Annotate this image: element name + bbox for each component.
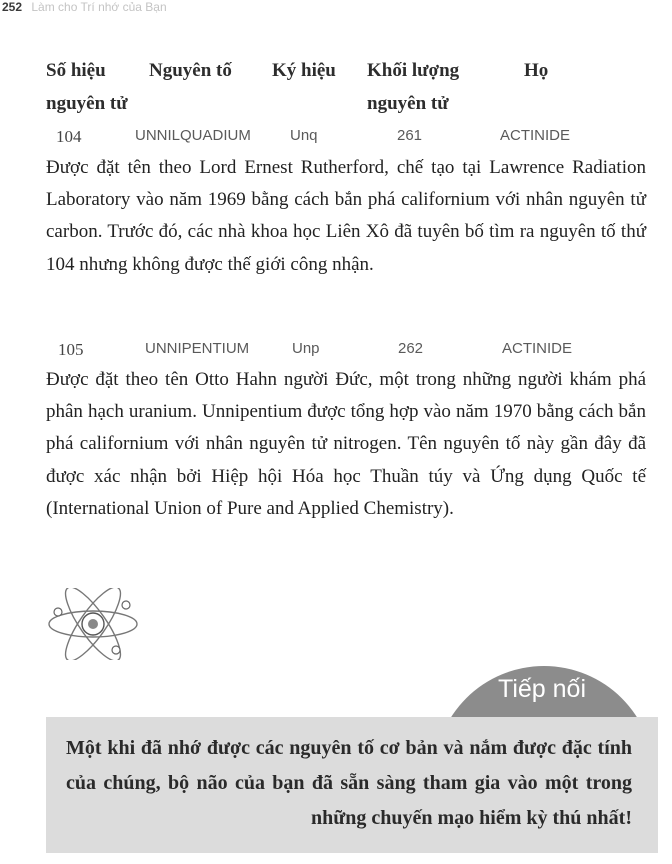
continuation-tab-label: Tiếp nối — [497, 675, 586, 703]
element-family: ACTINIDE — [502, 340, 573, 357]
running-title: Làm cho Trí nhớ của Bạn — [31, 0, 167, 14]
element-symbol: Unq — [290, 127, 318, 144]
header-atomic-number: Số hiệu nguyên tử — [46, 60, 128, 114]
continuation-text: Một khi đã nhớ được các nguyên tố cơ bản và nắm được đặc tính của chúng, bộ não của bạn đã sẵn sàng tham gia vào một trong những chuyến mạo hiểm kỳ thú nhất! — [66, 737, 632, 829]
element-description-105: Được đặt theo tên Otto Hahn người Đức, một trong những người khám phá phân hạch uranium. Unnipentium được tổng hợp vào năm 1970 bằng cách bắn phá californium với nhân nguyên tử nitrogen. Tên nguyên tố này gần đây đã được xác nhận bởi Hiệp hội Hóa học Thuần túy và Ứng dụng Quốc tế (International Union of Pure and Applied Chemistry). — [46, 369, 646, 519]
atomic-mass: 261 — [397, 127, 423, 144]
atomic-mass: 262 — [398, 340, 424, 357]
header-family: Họ — [524, 60, 549, 81]
element-family: ACTINIDE — [500, 127, 571, 144]
element-row-104 — [0, 127, 672, 149]
element-row-105 — [0, 340, 672, 362]
atomic-number: 104 — [56, 127, 82, 146]
element-name: UNNILQUADIUM — [135, 127, 251, 144]
atomic-number: 105 — [58, 340, 84, 359]
page-header — [2, 0, 167, 14]
atom-icon — [44, 588, 142, 660]
header-element: Nguyên tố — [149, 60, 232, 81]
element-description-104: Được đặt tên theo Lord Ernest Rutherford, chế tạo tại Lawrence Radiation Laboratory vào năm 1969 bằng cách bắn phá californium với nhân nguyên tử carbon. Trước đó, các nhà khoa học Liên Xô đã tuyên bố tìm ra nguyên tố thứ 104 nhưng không được thế giới công nhận. — [46, 157, 646, 275]
element-name: UNNIPENTIUM — [145, 340, 250, 357]
header-symbol: Ký hiệu — [272, 60, 336, 81]
element-symbol: Unp — [292, 340, 320, 357]
page-number: 252 — [2, 0, 23, 14]
header-mass: Khối lượng nguyên tử — [367, 60, 460, 114]
